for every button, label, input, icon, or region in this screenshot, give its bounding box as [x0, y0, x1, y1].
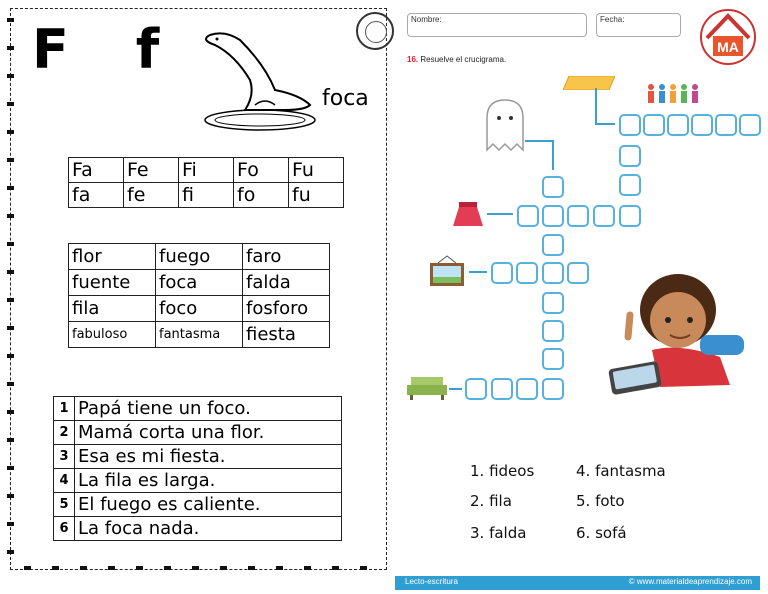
border-dash [7, 410, 14, 414]
crossword-cell[interactable] [491, 262, 513, 284]
crossword-cell[interactable] [542, 348, 564, 370]
border-dash [7, 494, 14, 498]
seal-illustration [195, 25, 325, 135]
table-row [69, 244, 330, 270]
syllable-cell: fo [234, 183, 289, 208]
footer-label: Lecto-escritura [405, 577, 458, 586]
table-row [69, 183, 344, 208]
word-cell: foco [156, 296, 243, 322]
table-row [54, 517, 342, 541]
border-dash [220, 566, 227, 570]
border-dash [360, 566, 367, 570]
border-dash [276, 566, 283, 570]
border-dash [248, 566, 255, 570]
crossword-cell[interactable] [619, 114, 641, 136]
table-row [54, 421, 342, 445]
sentence-number: 6 [54, 517, 75, 541]
solution-item: 4. fantasma [576, 462, 666, 480]
crossword-cell[interactable] [517, 205, 539, 227]
syllable-cell: Fu [289, 158, 344, 183]
border-dash [164, 566, 171, 570]
crossword-cell[interactable] [542, 234, 564, 256]
table-row [54, 445, 342, 469]
crossword-cell[interactable] [491, 378, 513, 400]
border-dash [80, 566, 87, 570]
border-dash [7, 74, 14, 78]
instruction [407, 55, 506, 64]
date-field[interactable]: Fecha: [596, 13, 681, 37]
children-icon [645, 82, 705, 108]
table-row [69, 296, 330, 322]
crossword-cell[interactable] [516, 378, 538, 400]
sentence-text: La foca nada. [75, 517, 342, 541]
border-dash [7, 354, 14, 358]
ghost-icon [483, 96, 527, 154]
syllable-cell: Fi [179, 158, 234, 183]
border-dash [7, 158, 14, 162]
border-dash [7, 186, 14, 190]
right-page [395, 0, 768, 594]
crossword-cell[interactable] [516, 262, 538, 284]
table-row [54, 493, 342, 517]
school-stamp [356, 12, 394, 50]
sentence-text: La fila es larga. [75, 469, 342, 493]
image-word: foca [322, 86, 369, 111]
crossword-cell[interactable] [567, 262, 589, 284]
crossword-cell[interactable] [643, 114, 665, 136]
crossword-cell[interactable] [542, 205, 564, 227]
sentence-text: Papá tiene un foco. [75, 397, 342, 421]
syllable-table [68, 157, 344, 208]
border-dash [7, 326, 14, 330]
border-dash [7, 438, 14, 442]
crossword-cell[interactable] [715, 114, 737, 136]
crossword-cell[interactable] [542, 292, 564, 314]
border-dash [7, 270, 14, 274]
arrow [595, 123, 615, 125]
word-cell: foca [156, 270, 243, 296]
crossword-cell[interactable] [542, 176, 564, 198]
table-row [54, 397, 342, 421]
solution-item: 5. foto [576, 492, 625, 510]
syllable-cell: Fa [69, 158, 124, 183]
word-cell: flor [69, 244, 156, 270]
table-row [54, 469, 342, 493]
syllable-cell: Fe [124, 158, 179, 183]
border-dash [24, 566, 31, 570]
word-cell: fiesta [243, 322, 330, 348]
letters-heading: F f [32, 18, 184, 81]
table-row [69, 322, 330, 348]
instruction-text: Resuelve el crucigrama. [420, 55, 507, 64]
border-dash [7, 466, 14, 470]
crossword-cell[interactable] [619, 174, 641, 196]
syllable-cell: fu [289, 183, 344, 208]
border-dash [7, 102, 14, 106]
logo-icon [697, 8, 759, 66]
crossword-cell[interactable] [691, 114, 713, 136]
border-dash [7, 382, 14, 386]
border-dash [7, 130, 14, 134]
frame-icon [563, 76, 615, 90]
border-dash [7, 46, 14, 50]
border-dash [52, 566, 59, 570]
crossword-cell[interactable] [542, 378, 564, 400]
word-cell: fuente [69, 270, 156, 296]
crossword-cell[interactable] [667, 114, 689, 136]
border-dash [332, 566, 339, 570]
border-dash [7, 550, 14, 554]
footer-bar [395, 576, 760, 590]
sofa-icon [407, 375, 447, 401]
footer-link[interactable]: © www.materialdeaprendizaje.com [628, 577, 752, 586]
table-row [69, 270, 330, 296]
word-cell: faro [243, 244, 330, 270]
border-dash [108, 566, 115, 570]
arrow [552, 140, 554, 170]
crossword-cell[interactable] [465, 378, 487, 400]
syllable-cell: fe [124, 183, 179, 208]
border-dash [192, 566, 199, 570]
syllable-cell: Fo [234, 158, 289, 183]
arrow [487, 213, 513, 215]
word-cell: falda [243, 270, 330, 296]
crossword-cell[interactable] [567, 205, 589, 227]
crossword-cell[interactable] [619, 145, 641, 167]
crossword-cell[interactable] [542, 320, 564, 342]
border-dash [7, 242, 14, 246]
skirt-icon [451, 200, 485, 228]
sentence-number: 5 [54, 493, 75, 517]
sentence-number: 2 [54, 421, 75, 445]
sentence-number: 1 [54, 397, 75, 421]
word-cell: fosforo [243, 296, 330, 322]
arrow [449, 388, 462, 390]
border-dash [7, 214, 14, 218]
word-table [68, 243, 330, 348]
boy-illustration [600, 265, 750, 405]
crossword-cell[interactable] [593, 205, 615, 227]
table-row [69, 158, 344, 183]
sentence-number: 4 [54, 469, 75, 493]
border-dash [7, 298, 14, 302]
border-dash [7, 18, 14, 22]
arrow [525, 140, 553, 142]
crossword-cell[interactable] [619, 205, 641, 227]
sentence-text: El fuego es caliente. [75, 493, 342, 517]
syllable-cell: fa [69, 183, 124, 208]
border-dash [7, 522, 14, 526]
solution-item: 3. falda [470, 524, 527, 542]
border-dash [304, 566, 311, 570]
picture-frame-icon [428, 255, 466, 287]
solution-item: 1. fideos [470, 462, 535, 480]
logo-text: MA [717, 39, 739, 55]
sentence-text: Mamá corta una flor. [75, 421, 342, 445]
sentence-number: 3 [54, 445, 75, 469]
border-dash [136, 566, 143, 570]
solution-item: 2. fila [470, 492, 512, 510]
word-cell: fabuloso [69, 322, 156, 348]
sentence-text: Esa es mi fiesta. [75, 445, 342, 469]
name-field[interactable]: Nombre: [407, 13, 587, 37]
solution-item: 6. sofá [576, 524, 627, 542]
word-cell: fila [69, 296, 156, 322]
syllable-cell: fi [179, 183, 234, 208]
word-cell: fantasma [156, 322, 243, 348]
crossword-cell[interactable] [542, 262, 564, 284]
arrow [595, 88, 597, 124]
crossword-cell[interactable] [739, 114, 761, 136]
sentence-table [53, 396, 342, 541]
arrow [469, 271, 487, 273]
instruction-number: 16. [407, 55, 419, 64]
word-cell: fuego [156, 244, 243, 270]
